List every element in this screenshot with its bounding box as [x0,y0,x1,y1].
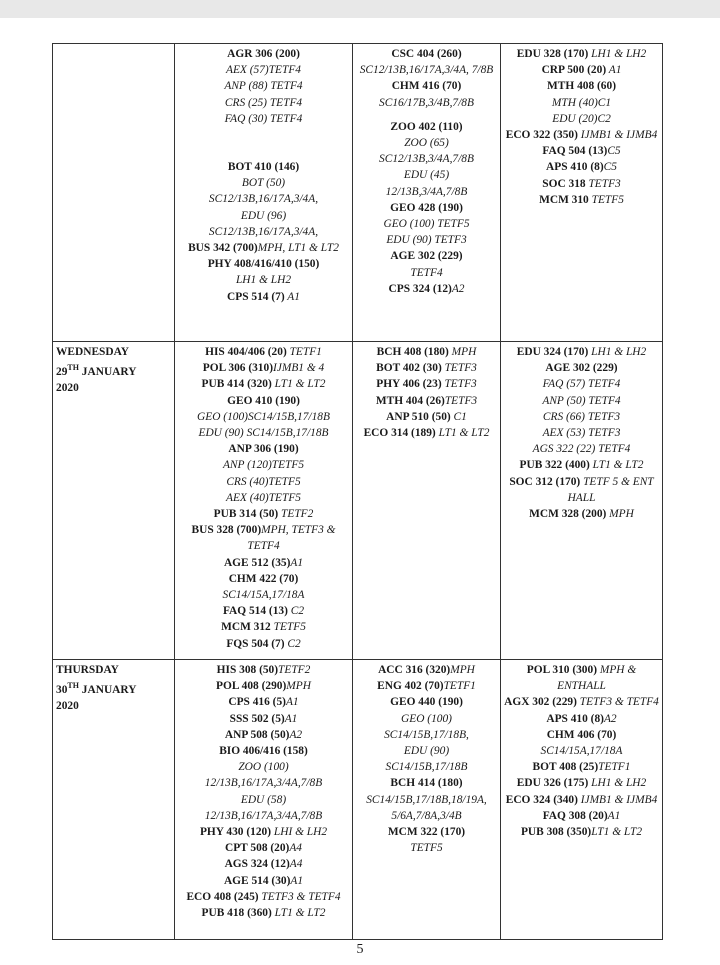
course-code: BOT 402 (30) [376,362,442,375]
venue: LHI & LH2 [271,826,328,839]
venue-entry [504,409,659,425]
venue: TETF3 [444,394,478,407]
venue-entry [178,272,349,288]
course-code: POL 408 (290) [216,680,287,693]
session-cell [501,342,663,660]
venue: C2 [284,637,301,650]
venue: EDU (96) [240,209,287,222]
venue-entry [504,743,659,759]
course-code: POL 306 (310) [202,362,273,375]
course-entry [178,360,349,376]
venue: AEX (53) TETF3 [542,427,621,440]
course-entry [178,159,349,175]
page-number: 5 [356,942,364,957]
venue-entry [178,409,349,425]
venue: FAQ (57) TETF4 [542,378,621,391]
course-code: AGR 306 (200) [227,48,300,60]
course-entry [356,200,497,216]
venue: LT1 & LT2 [271,907,326,920]
course-code: MCM 310 [539,193,589,206]
venue: AGS 322 (22) TETF4 [532,443,631,456]
venue: A1 [284,712,298,725]
venue: SC12/13B,16/17A,3/4A, 7/8B [359,64,494,77]
course-code: PUB 414 (320) [201,378,272,391]
venue-entry [356,216,497,232]
venue: EDU (90) TETF3 [386,234,467,247]
course-entry [356,425,497,441]
venue: TETF2 [278,664,311,676]
course-entry [178,393,349,409]
venue-entry [178,425,349,441]
course-code: CHM 416 (70) [391,80,462,93]
session-cell [175,342,353,660]
course-code: EDU 328 (170) [516,48,589,60]
course-code: EDU 326 (175) [516,777,589,790]
course-entry [178,889,349,905]
venue: TETF3 & TETF4 [576,696,659,709]
venue: 12/13B,16/17A,3/4A,7/8B [204,777,323,790]
venue: 12/13B,3/4A,7/8B [385,185,468,198]
course-entry [178,905,349,921]
venue: CRS (40)TETF5 [226,475,301,488]
course-entry [178,289,349,305]
venue: LH1 & LH2 [588,346,647,358]
venue: GEO (100)SC14/15B,17/18B [197,410,330,423]
venue: LH1 & LH2 [588,48,647,60]
venue: GEO (100) TETF5 [383,218,470,231]
course-code: HIS 308 (50) [216,664,279,676]
venue: SC12/13B,16/17A,3/4A, [208,193,319,206]
venue: TETF1 [598,761,631,774]
course-code: MCM 322 (170) [387,826,466,839]
course-entry [356,344,497,360]
venue: A1 [607,809,621,822]
course-entry [504,46,659,62]
venue-entry [178,775,349,791]
venue: SC12/13B,16/17A,3/4A, [208,225,319,238]
course-entry [504,360,659,376]
course-code: CSC 404 (260) [391,48,462,60]
venue-entry [356,151,497,167]
venue-entry [178,224,349,240]
course-entry [504,759,659,775]
venue-entry [178,95,349,111]
venue: TETF4 [410,266,443,279]
course-entry [178,743,349,759]
course-code: MTH 404 (26) [375,394,445,407]
course-code: ZOO 402 (110) [390,120,463,133]
session-cell [353,660,501,940]
venue: TETF3 [585,177,621,190]
course-entry [178,256,349,272]
course-entry [504,474,659,506]
course-code: BOT 408 (25) [532,761,599,774]
course-entry [504,176,659,192]
venue: EDU (90) [403,745,450,758]
course-entry [178,711,349,727]
venue: IJMB1 & IJMB4 [577,129,658,142]
course-entry [178,856,349,872]
course-code: ANP 508 (50) [224,728,290,741]
venue-entry [356,759,497,775]
course-code: APS 410 (8) [546,161,604,174]
year-label: 2020 [56,381,79,394]
venue-entry [178,457,349,473]
venue: LT1 & LT2 [271,378,326,391]
course-code: ECO 408 (245) [186,890,259,903]
course-entry [178,240,349,256]
course-code: PUB 322 (400) [519,459,590,472]
course-entry [356,376,497,392]
course-entry [504,694,659,710]
day-cell [53,44,175,342]
venue: IJMB1 & 4 [273,362,325,375]
venue: ZOO (65) [404,137,449,150]
course-code: PUB 314 (50) [213,508,279,521]
venue: LT1 & LT2 [591,826,643,839]
course-entry [178,571,349,587]
course-entry [178,678,349,694]
course-entry [504,344,659,360]
course-entry [178,555,349,571]
venue: 12/13B,16/17A,3/4A,7/8B [204,809,323,822]
venue: CRS (66) TETF3 [542,410,621,423]
course-entry [504,824,659,840]
course-code: PUB 308 (350) [520,826,592,839]
course-entry [504,711,659,727]
course-entry [504,727,659,743]
venue-entry [356,62,497,78]
course-code: FQS 504 (7) [226,637,285,650]
venue-entry [504,425,659,441]
venue: C5 [607,145,621,158]
date-label: 29TH JANUARY [56,363,137,378]
course-entry [356,46,497,62]
venue: A4 [289,858,303,871]
course-entry [504,143,659,159]
venue: SC14/15A,17/18A [540,745,623,758]
venue: TETF1 [443,680,476,693]
venue-entry [178,808,349,824]
venue-entry [356,232,497,248]
venue-entry [356,792,497,824]
venue: EDU (45) [403,169,450,182]
course-code: AGE 514 (30) [223,874,291,887]
course-entry [356,775,497,791]
venue-entry [356,840,497,856]
year-label: 2020 [56,699,79,712]
venue: ANP (120)TETF5 [222,459,305,472]
course-entry [356,409,497,425]
venue-entry [178,62,349,78]
venue: GEO (100) [401,712,452,725]
course-entry [178,603,349,619]
course-entry [178,840,349,856]
course-code: POL 310 (300) [526,664,597,676]
top-bar [0,0,720,18]
course-entry [356,678,497,694]
course-entry [504,78,659,94]
session-cell [175,660,353,940]
venue: A4 [289,842,302,855]
course-entry [356,824,497,840]
venue-entry [504,376,659,392]
course-code: CRP 500 (20) [541,64,607,77]
course-code: BOT 410 (146) [227,161,300,174]
venue-entry [356,184,497,200]
venue-entry [178,78,349,94]
course-entry [356,248,497,264]
session-cell [501,44,663,342]
venue: A1 [290,874,304,887]
course-code: CPS 416 (5) [228,696,286,709]
venue-entry [504,111,659,127]
venue: A2 [451,282,465,295]
venue: TETF3 [441,378,477,391]
venue: TETF3 [441,362,477,375]
venue: LH1 & LH2 [235,274,292,287]
course-entry [356,281,497,297]
course-entry [178,694,349,710]
venue: AEX (57)TETF4 [226,64,301,77]
venue: MTH (40)C1 [551,96,612,109]
course-entry [504,808,659,824]
venue: A2 [289,728,303,741]
course-code: BCH 414 (180) [390,777,463,790]
course-code: AGE 302 (229) [545,362,618,375]
course-code: BUS 342 (700) [188,242,258,255]
course-code: ECO 322 (350) [505,129,578,142]
venue: SC12/13B,3/4A,7/8B [379,153,474,166]
course-code: CHM 422 (70) [228,572,299,585]
course-entry [356,393,497,409]
venue: IJMB1 & IJMB4 [577,793,658,806]
course-code: PHY 408/416/410 (150) [207,258,320,271]
course-entry [356,78,497,94]
course-code: FAQ 514 (13) [222,605,288,618]
course-entry [178,376,349,392]
course-entry [356,662,497,678]
course-code: GEO 428 (190) [390,201,463,214]
timetable-row [53,44,663,342]
course-code: CPS 514 (7) [227,290,285,303]
venue: ANP (50) TETF4 [542,394,621,407]
course-code: BCH 408 (180) [376,346,449,358]
course-code: ACC 316 (320) [378,664,451,676]
venue-entry [356,727,497,743]
venue: C1 [450,410,467,423]
course-entry [178,46,349,62]
venue: LT1 & LT2 [589,459,644,472]
venue: MPH [448,346,477,358]
venue: TETF1 [286,346,322,358]
venue: MPH [606,508,634,521]
venue: TETF3 & TETF4 [258,890,341,903]
course-code: CPT 508 (20) [225,842,290,855]
venue: EDU (90) SC14/15B,17/18B [198,427,329,440]
venue: SC14/15B,17/18B,18/19A, 5/6A,7/8A,3/4B [366,793,487,822]
course-entry [178,727,349,743]
venue-entry [356,265,497,281]
venue: LH1 & LH2 [588,777,647,790]
day-cell [53,342,175,660]
venue: EDU (20)C2 [552,112,611,125]
weekday-label: WEDNESDAY [56,346,130,358]
course-code: EDU 324 (170) [516,346,589,358]
venue: TETF5 [410,842,443,855]
venue: TETF2 [278,508,314,521]
date-label: 30TH JANUARY [56,681,137,696]
venue: BOT (50) [241,177,286,190]
course-code: ANP 306 (190) [228,443,299,456]
venue: AEX (40)TETF5 [226,491,301,504]
venue-entry [356,743,497,759]
venue-entry [356,167,497,183]
course-code: AGX 302 (229) [504,696,577,709]
venue: ANP (88) TETF4 [224,80,303,93]
course-entry [178,441,349,457]
venue: C5 [603,161,617,174]
course-code: MCM 328 (200) [529,508,607,521]
venue: SC14/15B,17/18B, [384,728,469,741]
course-entry [178,824,349,840]
course-code: MTH 408 (60) [547,80,616,93]
venue: C2 [287,605,305,618]
course-entry [504,192,659,208]
course-code: CPS 324 (12) [388,282,452,295]
course-entry [504,159,659,175]
venue-entry [356,135,497,151]
venue: FAQ (30) TETF4 [224,112,303,125]
venue: EDU (58) [240,793,287,806]
venue: SC14/15B,17/18B [385,761,468,774]
course-code: GEO 440 (190) [390,696,463,709]
session-cell [175,44,353,342]
venue: MPH, TETF3 & TETF4 [247,524,336,553]
venue: MPH & ENTHALL [557,664,637,693]
course-code: ANP 510 (50) [386,410,451,423]
course-entry [504,457,659,473]
course-code: HIS 404/406 (20) [205,346,287,358]
venue-entry [178,759,349,775]
course-code: PHY 406 (23) [376,378,442,391]
course-code: PUB 418 (360) [201,907,272,920]
spacer [178,127,349,159]
venue: TETF5 [588,193,624,206]
venue: MPH [450,664,475,676]
course-entry [178,619,349,635]
course-entry [178,506,349,522]
venue: SC14/15A,17/18A [222,589,305,602]
course-code: ENG 402 (70) [377,680,444,693]
day-cell [53,660,175,940]
venue: MPH [286,680,311,693]
exam-timetable [52,43,663,940]
course-code: AGE 512 (35) [223,556,291,569]
course-entry [178,662,349,678]
venue: A1 [284,290,300,303]
venue-entry [178,208,349,224]
course-entry [178,636,349,652]
venue: SC16/17B,3/4B,7/8B [379,96,474,109]
course-entry [504,62,659,78]
course-entry [178,344,349,360]
course-code: ECO 324 (340) [505,793,578,806]
venue-entry [504,95,659,111]
venue: TETF5 [270,621,306,634]
venue-entry [178,490,349,506]
venue-entry [178,587,349,603]
venue-entry [178,191,349,207]
course-entry [504,662,659,694]
course-code: SSS 502 (5) [229,712,285,725]
venue-entry [178,792,349,808]
course-entry [504,792,659,808]
timetable-row [53,660,663,940]
venue-entry [504,441,659,457]
course-code: FAQ 308 (20) [542,809,608,822]
venue-entry [356,711,497,727]
course-code: FAQ 504 (13) [542,145,608,158]
course-code: AGS 324 (12) [224,858,290,871]
venue: A1 [285,696,299,709]
course-entry [356,360,497,376]
course-code: CHM 406 (70) [546,728,617,741]
course-code: SOC 312 (170) [509,475,581,488]
course-code: AGE 302 (229) [390,250,463,263]
venue: TETF 5 & ENT HALL [567,475,654,504]
venue: A1 [606,64,622,77]
session-cell [501,660,663,940]
course-code: GEO 410 (190) [227,394,300,407]
course-entry [504,506,659,522]
weekday-label: THURSDAY [56,664,119,676]
course-entry [504,127,659,143]
venue: ZOO (100) [238,761,289,774]
course-entry [504,775,659,791]
spacer [356,111,497,119]
course-code: MCM 312 [221,621,271,634]
session-cell [353,342,501,660]
venue-entry [178,175,349,191]
venue: MPH, LT1 & LT2 [257,242,339,255]
course-entry [178,873,349,889]
venue-entry [178,474,349,490]
course-entry [178,522,349,554]
course-code: APS 410 (8) [546,712,604,725]
venue: CRS (25) TETF4 [224,96,303,109]
course-code: BIO 406/416 (158) [219,745,308,758]
venue-entry [504,393,659,409]
course-code: SOC 318 [542,177,586,190]
venue-entry [356,95,497,111]
venue: A1 [290,556,304,569]
course-entry [356,694,497,710]
venue: A2 [603,712,617,725]
course-code: ECO 314 (189) [363,427,436,440]
timetable-row [53,342,663,660]
course-code: PHY 430 (120) [199,826,272,839]
session-cell [353,44,501,342]
course-entry [356,119,497,135]
venue-entry [178,111,349,127]
venue: LT1 & LT2 [435,427,490,440]
course-code: BUS 328 (700) [191,524,262,537]
